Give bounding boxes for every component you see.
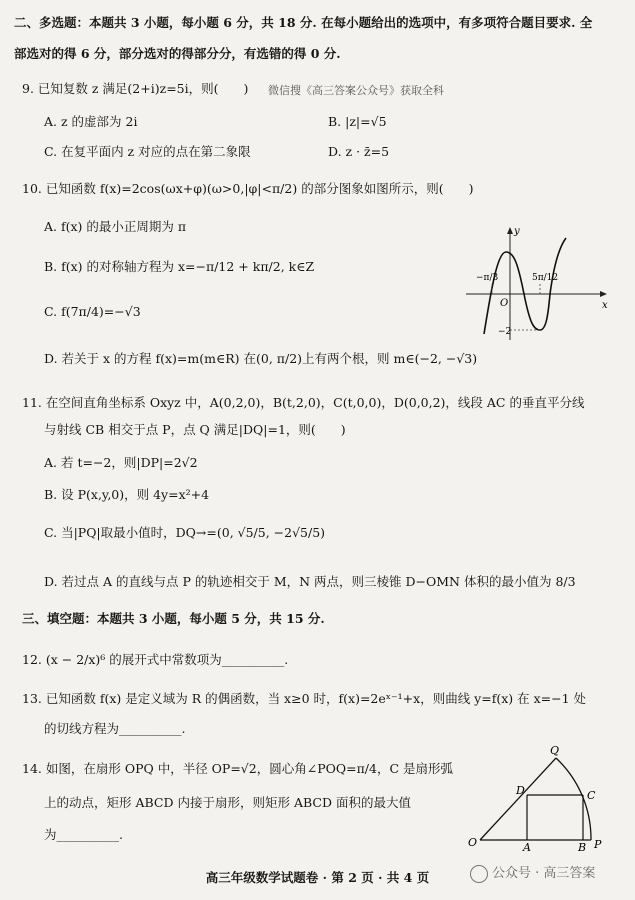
- q14-sector-figure: [466, 742, 616, 852]
- q9-option-d: D. z · z̄=5: [328, 144, 390, 159]
- label-p: P: [594, 838, 602, 851]
- q10-option-d: D. 若关于 x 的方程 f(x)=m(m∈R) 在(0, π/2)上有两个根，则 m∈(−2, −√3): [44, 351, 478, 366]
- label-q: Q: [550, 744, 560, 757]
- graph-x-label: x: [602, 300, 608, 311]
- graph-y-label: y: [514, 226, 520, 237]
- q10-cosine-graph: [462, 224, 612, 344]
- x-axis-arrow-icon: [600, 291, 607, 297]
- q11-option-a: A. 若 t=−2，则|DP|=2√2: [44, 455, 198, 470]
- q14-stem-line2: 上的动点，矩形 ABCD 内接于扇形，则矩形 ABCD 面积的最大值: [44, 795, 411, 810]
- q11-option-b: B. 设 P(x,y,0)，则 4y=x²+4: [44, 487, 210, 502]
- brand-text: 公众号 · 高三答案: [492, 866, 596, 881]
- q9-option-c: C. 在复平面内 z 对应的点在第二象限: [44, 144, 251, 159]
- q11-option-c: C. 当|PQ|取最小值时，DQ→=(0, √5/5, −2√5/5): [44, 525, 326, 540]
- q12-text: 12. (x − 2/x)⁶ 的展开式中常数项为__________.: [22, 652, 289, 667]
- q13-stem-line1: 13. 已知函数 f(x) 是定义域为 R 的偶函数，当 x≥0 时，f(x)=2eˣ⁻¹+x，则曲线 y=f(x) 在 x=−1 处: [22, 691, 587, 706]
- q9-option-a: A. z 的虚部为 2i: [44, 114, 138, 129]
- q9-stem: 9. 已知复数 z 满足(2+i)z=5i，则( ): [22, 81, 249, 96]
- q9-option-b: B. |z|=√5: [328, 114, 387, 129]
- cosine-curve: [484, 238, 566, 334]
- q10-option-b: B. f(x) 的对称轴方程为 x=−π/12 + kπ/2, k∈Z: [44, 259, 315, 274]
- q11-stem-line2: 与射线 CB 相交于点 P，点 Q 满足|DQ|=1，则( ): [44, 422, 346, 437]
- label-a: A: [523, 841, 531, 852]
- label-b: B: [578, 841, 587, 852]
- section2-instructions-line1: 二、多选题：本题共 3 小题，每小题 6 分，共 18 分. 在每小题给出的选项中，有多项符合题目要求. 全: [14, 15, 593, 30]
- label-d: D: [516, 784, 525, 797]
- label-c: C: [587, 789, 596, 802]
- section2-instructions-line2: 部选对的得 6 分，部分选对的得部分分，有选错的得 0 分.: [14, 46, 341, 61]
- q11-option-d: D. 若过点 A 的直线与点 P 的轨迹相交于 M，N 两点，则三棱锥 D−OMN 体积的最小值为 8/3: [44, 574, 576, 589]
- q14-stem-line1: 14. 如图，在扇形 OPQ 中，半径 OP=√2，圆心角∠POQ=π/4，C 是扇形弧: [22, 761, 454, 776]
- q14-stem-line3: 为__________.: [44, 827, 123, 842]
- q10-option-c: C. f(7π/4)=−√3: [44, 304, 141, 319]
- y-axis-arrow-icon: [507, 227, 513, 234]
- q13-stem-line2: 的切线方程为__________.: [44, 721, 186, 736]
- q10-option-a: A. f(x) 的最小正周期为 π: [44, 219, 187, 234]
- sector-arc: [556, 758, 591, 840]
- section3-heading: 三、填空题：本题共 3 小题，每小题 5 分，共 15 分.: [22, 611, 325, 626]
- graph-origin-label: O: [500, 298, 509, 309]
- graph-tick-left: −π/3: [476, 273, 499, 283]
- radius-oq: [480, 758, 556, 840]
- watermark-text: 微信搜《高三答案公众号》获取全科: [268, 84, 444, 97]
- q11-stem-line1: 11. 在空间直角坐标系 Oxyz 中，A(0,2,0)，B(t,2,0)，C(t,0,0)，D(0,0,2)，线段 AC 的垂直平分线: [22, 395, 585, 410]
- graph-tick-right: 5π/12: [532, 273, 559, 283]
- q10-stem: 10. 已知函数 f(x)=2cos(ωx+φ)(ω>0,|φ|<π/2) 的部分图象如图所示，则( ): [22, 181, 474, 196]
- wechat-icon: [470, 865, 488, 883]
- graph-min-label: −2: [498, 327, 512, 337]
- label-o: O: [468, 836, 478, 849]
- brand-watermark: [470, 862, 595, 883]
- page-footer: 高三年级数学试题卷 · 第 2 页 · 共 4 页: [205, 870, 430, 885]
